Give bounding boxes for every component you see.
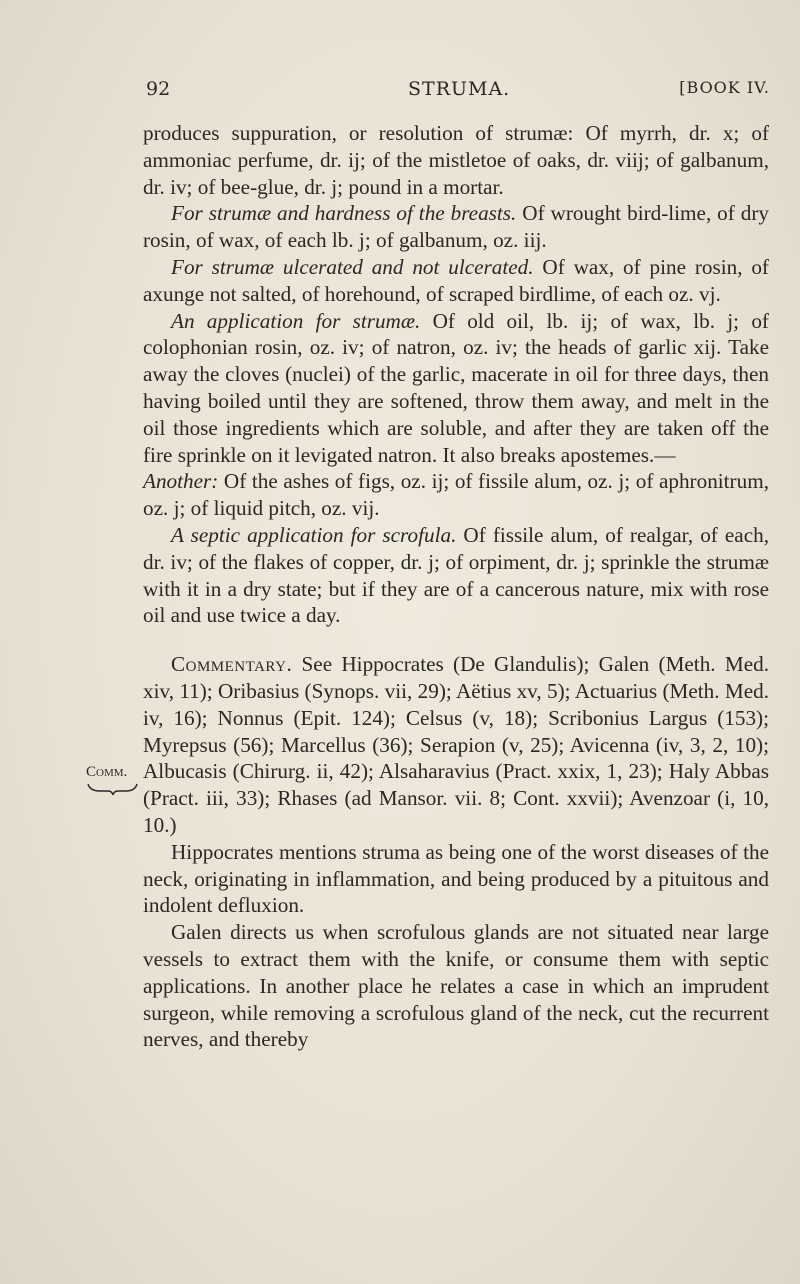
page-number: 92 xyxy=(146,78,171,100)
margin-note: Comm. xyxy=(86,764,128,780)
paragraph: A septic application for scrofula. Of fissile alum, of realgar, of each, dr. iv; of the flakes of copper, dr. j; of orpiment, dr. j; sprinkle the strumæ with it in a dry state; but if they are of a cancerous nature, mix with rose oil and use twice a day. xyxy=(143,522,769,628)
running-title: STRUMA. xyxy=(408,78,511,100)
page-body xyxy=(143,120,769,1053)
margin-brace-icon xyxy=(86,782,138,796)
recipe-title: For strumæ and hardness of the breasts. xyxy=(171,201,517,226)
recipe-title: Another: xyxy=(143,469,219,494)
paragraph: An application for strumæ. Of old oil, lb. ij; of wax, lb. j; of colophonian rosin, oz. iv; of natron, oz. iv; the heads of garlic xij. Take away the cloves (nuclei) of the garlic, macerate in oil for three days, then having boiled until they are softened, throw them away, and melt in the oil those ingredients which are soluble, and after they are taken off the fire sprinkle on it levigated natron. It also breaks apostemes.— Another: Of the ashes of figs, oz. ij; of fissile alum, oz. j; of aphronitrum, oz. j; of liquid pitch, oz. vij. xyxy=(143,308,769,521)
paragraph: produces suppuration, or resolution of strumæ: Of myrrh, dr. x; of ammoniac perfume, dr. ij; of the mistletoe of oaks, dr. viij; of galbanum, dr. iv; of bee-glue, dr. j; pound in a mortar. xyxy=(143,121,769,199)
running-header xyxy=(146,78,770,104)
commentary-paragraph: Commentary. See Hippocrates (De Glandulis); Galen (Meth. Med. xiv, 11); Oribasius (Synops. vii, 29); Aëtius xv, 5); Actuarius (Meth. Med. iv, 16); Nonnus (Epit. 124); Celsus (v, 18); Scribonius Largus (153); Myrepsus (56); Marcellus (36); Serapion (v, 25); Avicenna (iv, 3, 2, 10); Albucasis (Chirurg. ii, 42); Alsaharavius (Pract. xxix, 1, 23); Haly Abbas (Pract. iii, 33); Rhases (ad Mansor. vii. 8; Cont. xxvii); Avenzoar (i, 10, 10.) xyxy=(143,652,769,837)
book-reference: [BOOK IV. xyxy=(679,78,770,97)
recipe-title: For strumæ ulcerated and not ulcerated. xyxy=(171,254,534,279)
recipe-title: An application for strumæ. xyxy=(171,308,421,333)
commentary-label: Commentary. xyxy=(171,652,293,677)
recipe-title: A septic application for scrofula. xyxy=(171,522,457,547)
paragraph: For strumæ ulcerated and not ulcerated. Of wax, of pine rosin, of axunge not salted, of horehound, of scraped birdlime, of each oz. vj. xyxy=(143,254,769,306)
paragraph: Galen directs us when scrofulous glands are not situated near large vessels to extract them with the knife, or consume them with septic applications. In another place he relates a case in which an imprudent surgeon, while removing a scrofulous gland of the neck, cut the recurrent nerves, and thereby xyxy=(143,920,769,1052)
paragraph: For strumæ and hardness of the breasts. Of wrought bird-lime, of dry rosin, of wax, of each lb. j; of galbanum, oz. iij. xyxy=(143,201,769,253)
paragraph: Hippocrates mentions struma as being one of the worst diseases of the neck, originating in inflammation, and being produced by a pituitous and indolent defluxion. xyxy=(143,839,769,918)
